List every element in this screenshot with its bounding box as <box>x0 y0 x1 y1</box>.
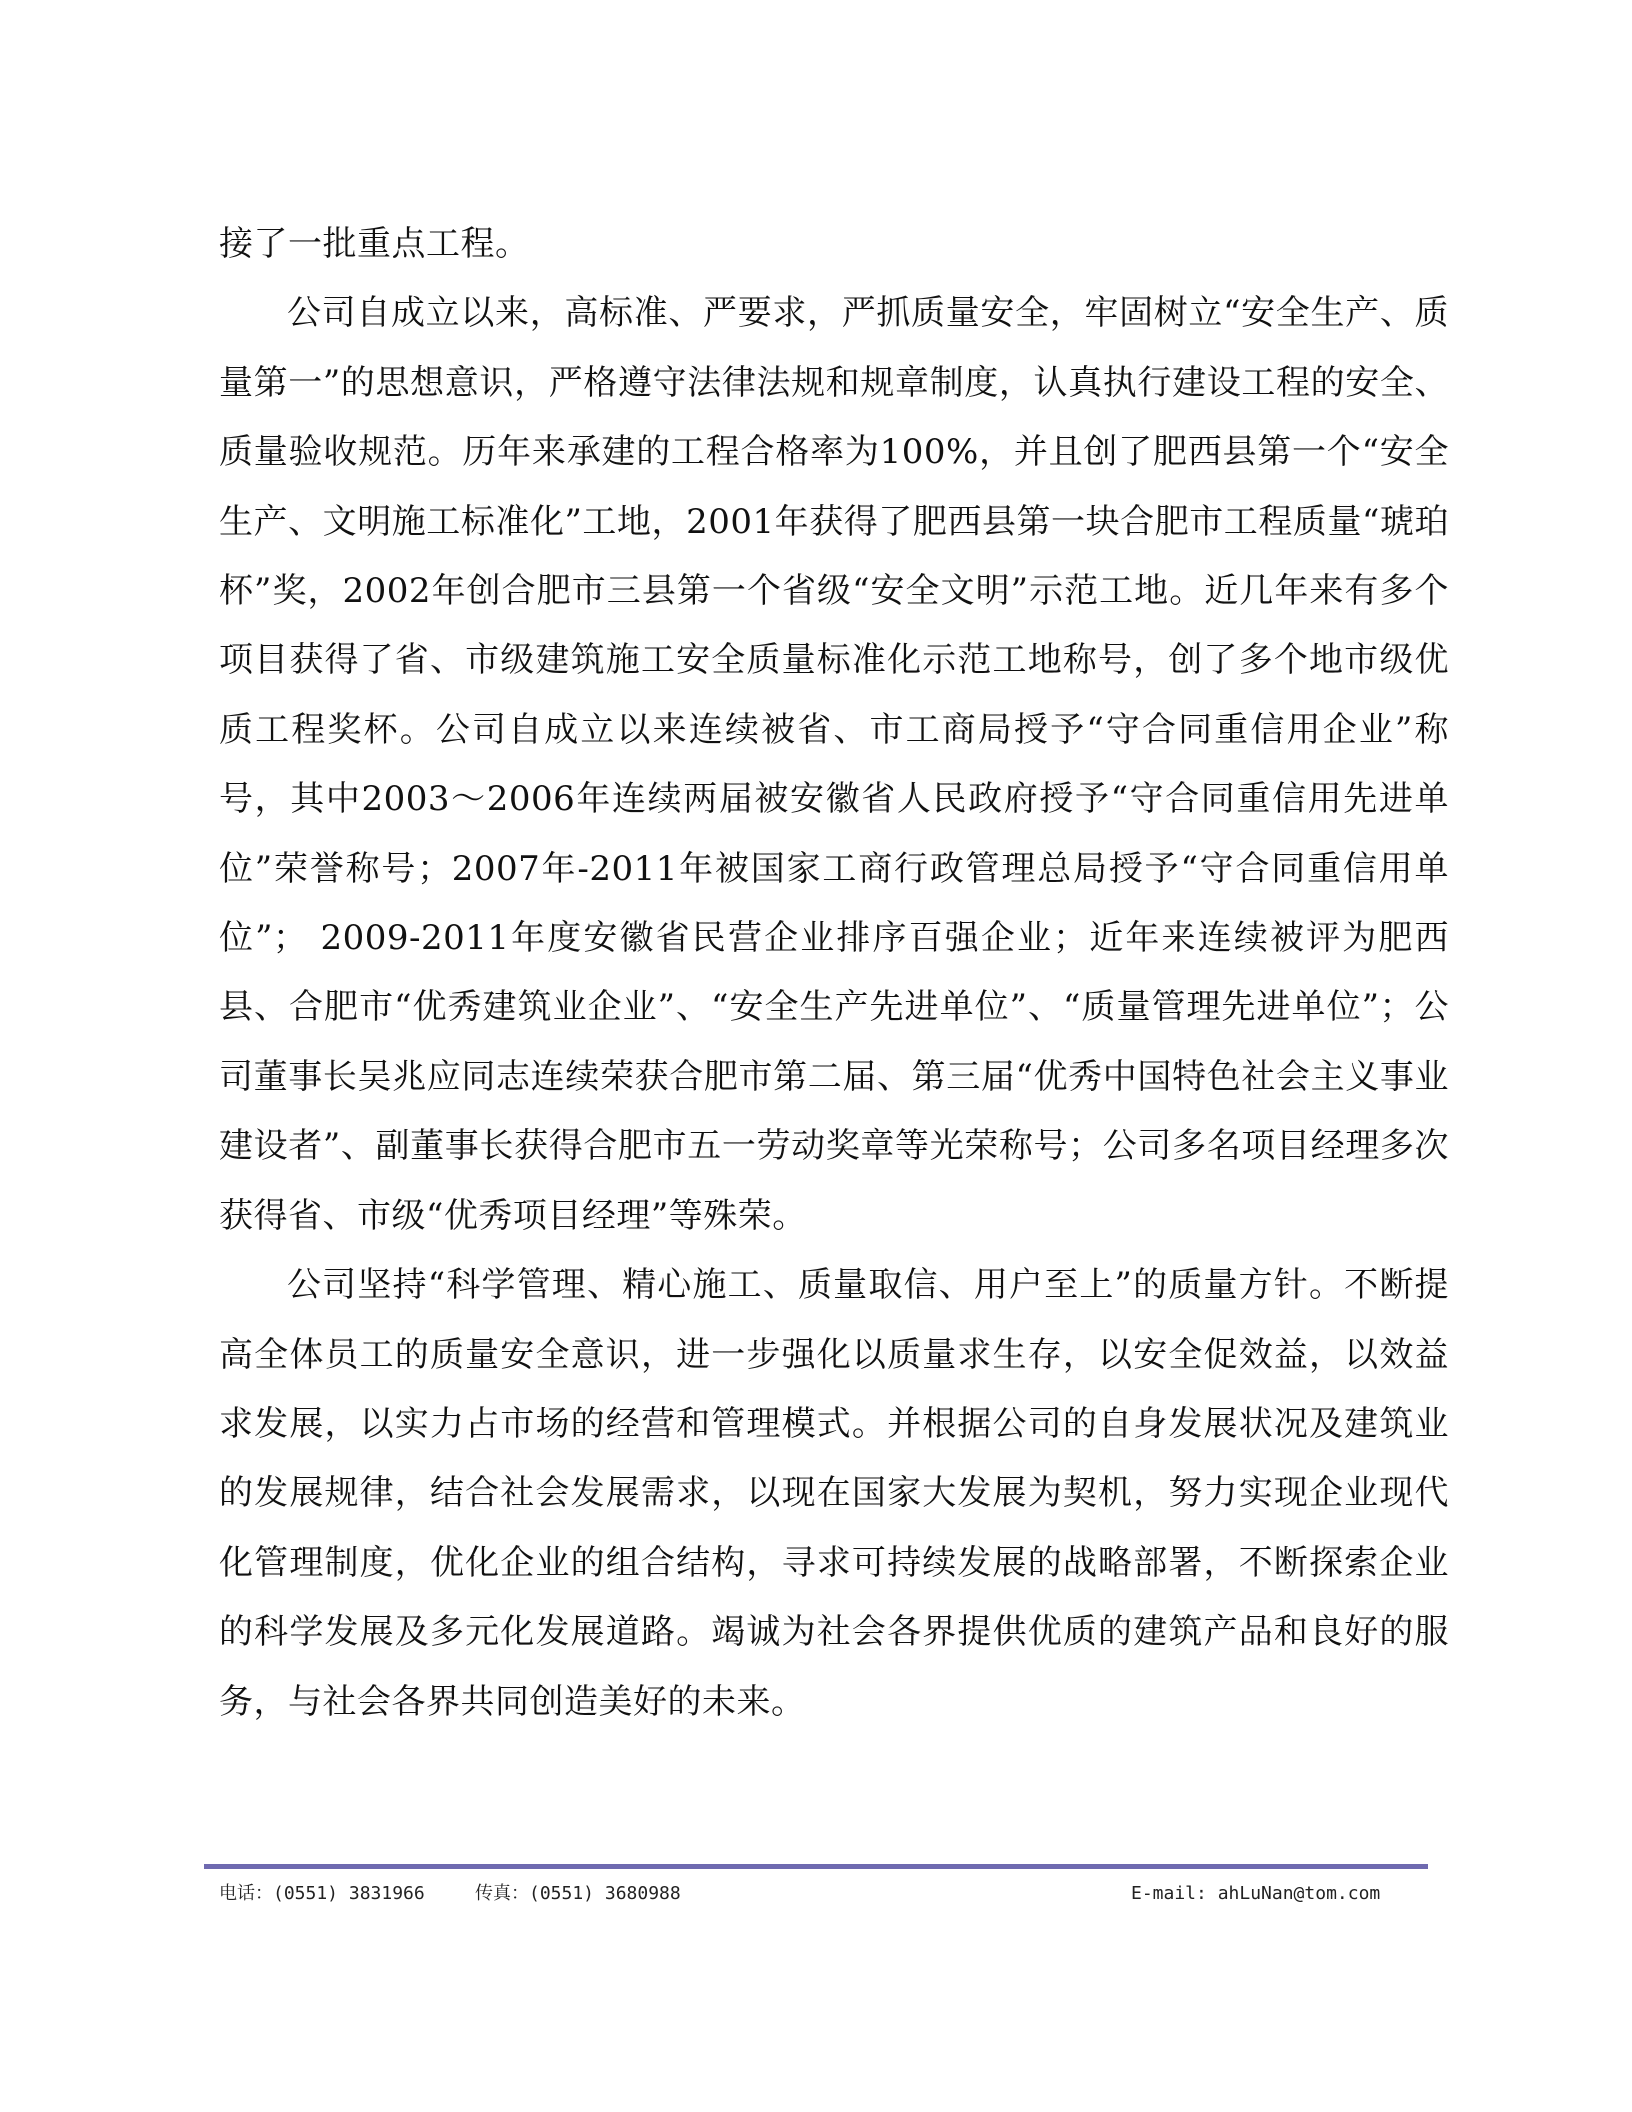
document-body <box>219 210 1449 1737</box>
page-footer <box>219 1879 1419 1909</box>
paragraph-quality-safety: 公司自成立以来，高标准、严要求，严抓质量安全，牢固树立“安全生产、质量第一”的思想意识，严格遵守法律法规和规章制度，认真执行建设工程的安全、质量验收规范。历年来承建的工程合格率为100%，并且创了肥西县第一个“安全生产、文明施工标准化”工地，2001年获得了肥西县第一块合肥市工程质量“琥珀杯”奖，2002年创合肥市三县第一个省级“安全文明”示范工地。近几年来有多个项目获得了省、市级建筑施工安全质量标准化示范工地称号，创了多个地市级优质工程奖杯。公司自成立以来连续被省、市工商局授予“守合同重信用企业”称号，其中2003～2006年连续两届被安徽省人民政府授予“守合同重信用先进单位”荣誉称号；2007年-2011年被国家工商行政管理总局授予“守合同重信用单位”； 2009-2011年度安徽省民营企业排序百强企业；近年来连续被评为肥西县、合肥市“优秀建筑业企业”、“安全生产先进单位”、“质量管理先进单位”；公司董事长吴兆应同志连续荣获合肥市第二届、第三届“优秀中国特色社会主义事业建设者”、副董事长获得合肥市五一劳动奖章等光荣称号；公司多名项目经理多次获得省、市级“优秀项目经理”等殊荣。 <box>219 293 1449 1236</box>
footer-email: E-mail: ahLuNan@tom.com <box>1131 1883 1381 1904</box>
footer-fax: 传真：(0551) 3680988 <box>475 1883 681 1904</box>
paragraph-quality-policy: 公司坚持“科学管理、精心施工、质量取信、用户至上”的质量方针。不断提高全体员工的质量安全意识，进一步强化以质量求生存，以安全促效益，以效益求发展，以实力占市场的经营和管理模式。并根据公司的自身发展状况及建筑业的发展规律，结合社会发展需求，以现在国家大发展为契机，努力实现企业现代化管理制度，优化企业的组合结构，寻求可持续发展的战略部署，不断探索企业的科学发展及多元化发展道路。竭诚为社会各界提供优质的建筑产品和良好的服务，与社会各界共同创造美好的未来。 <box>219 1265 1449 1722</box>
footer-divider <box>204 1864 1428 1869</box>
paragraph-continuation: 接了一批重点工程。 <box>219 224 530 264</box>
footer-phone: 电话：(0551) 3831966 <box>219 1883 425 1904</box>
